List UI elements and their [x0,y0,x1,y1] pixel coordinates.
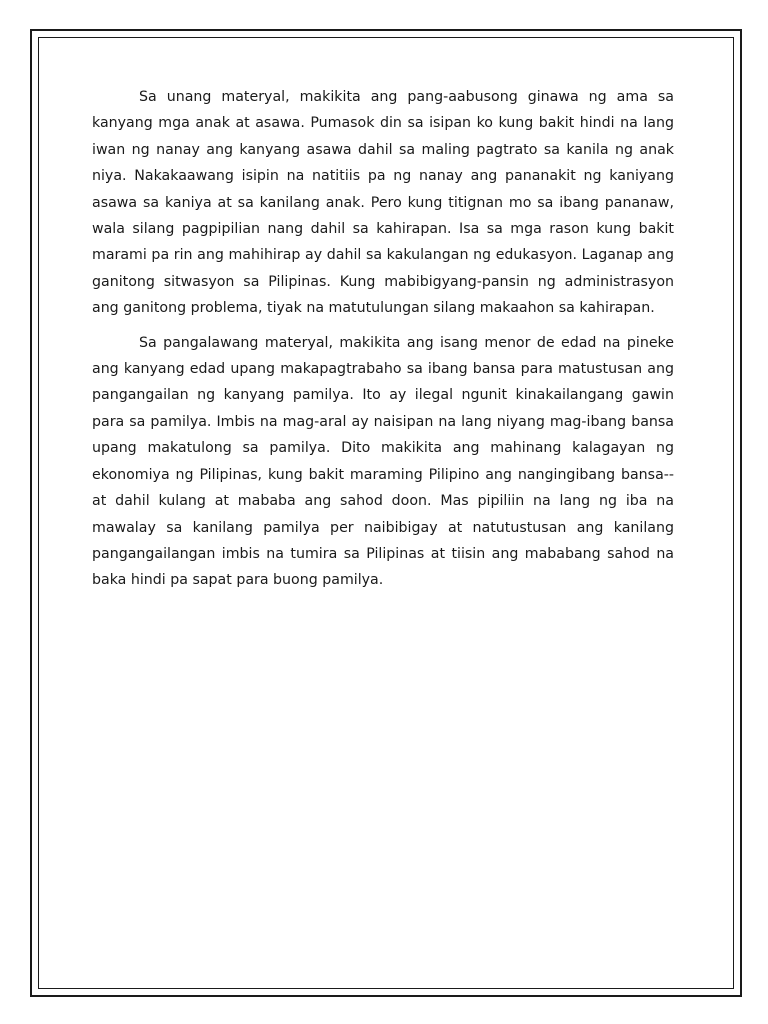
paragraph-2: Sa pangalawang materyal, makikita ang isang menor de edad na pineke ang kanyang edad upang makapagtrabaho sa ibang bansa para matustusan ang pangangailan ng kanyang pamilya. Ito ay ilegal ngunit kinakailangang gawin para sa pamilya. Imbis na mag-aral ay naisipan na lang niyang mag-ibang bansa upang makatulong sa pamilya. Dito makikita ang mahinang kalagayan ng ekonomiya ng Pilipinas, kung bakit maraming Pilipino ang nangingibang bansa--at dahil kulang at mababa ang sahod doon. Mas pipiliin na lang ng iba na mawalay sa kanilang pamilya per naibibigay at natutustusan ang kanilang pangangailangan imbis na tumira sa Pilipinas at tiisin ang mababang sahod na baka hindi pa sapat para buong pamilya. [92,334,674,589]
paragraph-1: Sa unang materyal, makikita ang pang-aabusong ginawa ng ama sa kanyang mga anak at asawa. Pumasok din sa isipan ko kung bakit hindi na lang iwan ng nanay ang kanyang asawa dahil sa maling pagtrato sa kanila ng anak niya. Nakakaawang isipin na natitiis pa ng nanay ang pananakit ng kaniyang asawa sa kaniya at sa kanilang anak. Pero kung titignan mo sa ibang pananaw, wala silang pagpipilian nang dahil sa kahirapan. Isa sa mga rason kung bakit marami pa rin ang mahihirap ay dahil sa kakulangan ng edukasyon. Laganap ang ganitong sitwasyon sa Pilipinas. Kung mabibigyang-pansin ng administrasyon ang ganitong problema, tiyak na matutulungan silang makaahon sa kahirapan. [92,89,674,317]
document-body [92,84,674,602]
